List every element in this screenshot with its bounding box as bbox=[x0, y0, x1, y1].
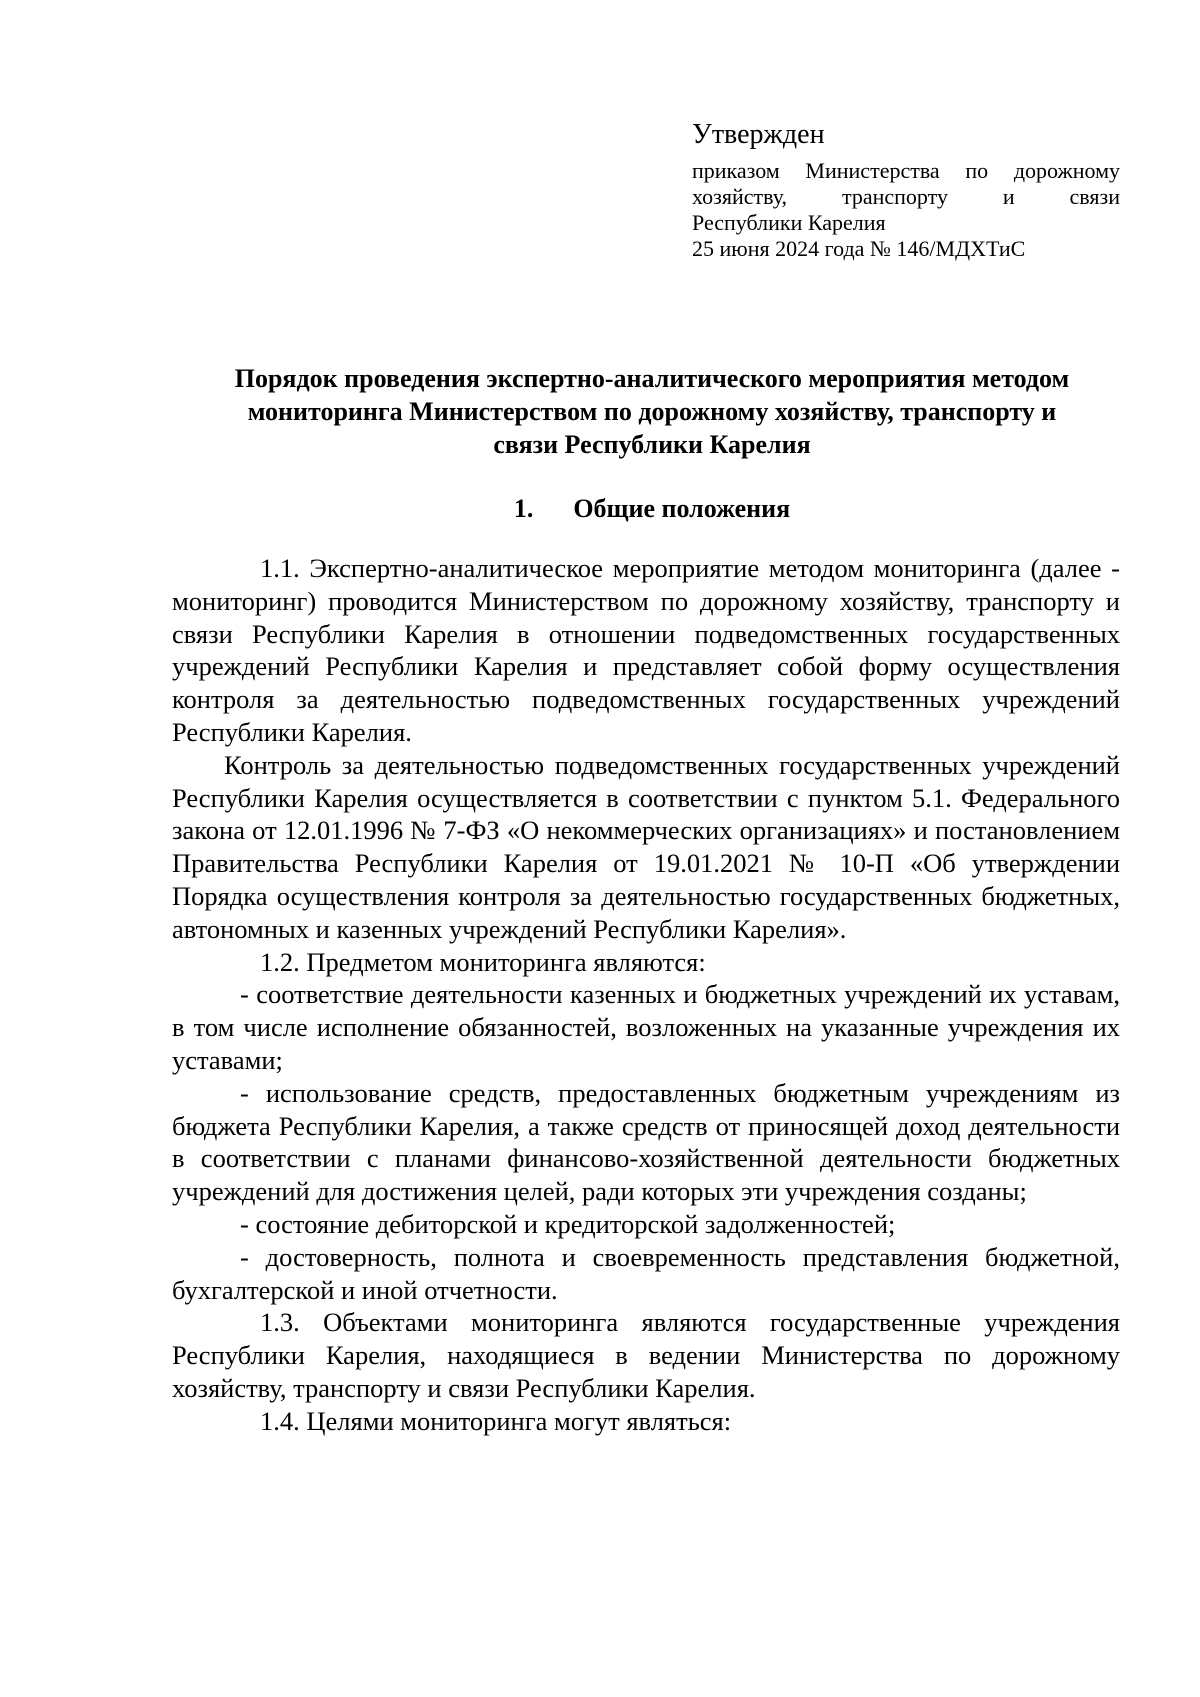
list-item: - состояние дебиторской и кредиторской задолженностей; bbox=[240, 1208, 896, 1239]
paragraph-1-1-control: Контроль за деятельностью подведомственных государственных учреждений Республики Карелия осуществляется в соответствии с пунктом 5.1. Федерального закона от 12.01.1996 № 7-ФЗ «О некоммерческих организациях» и постановлением Правительства Республики Карелия от 19.01.2021 № 10-П «Об утверждении Порядка осуществления контроля за деятельностью государственных бюджетных, автономных и казенных учреждений Республики Карелия». bbox=[172, 749, 1120, 944]
title-line: связи Республики Карелия bbox=[493, 430, 811, 459]
approval-heading: Утвержден bbox=[692, 119, 825, 150]
approval-line: хозяйству, транспорту и связи bbox=[692, 184, 1120, 209]
section-heading bbox=[172, 492, 1132, 525]
approval-date-number: 25 июня 2024 года № 146/МДХТиС bbox=[692, 236, 1026, 261]
document-title bbox=[172, 362, 1132, 461]
document-body bbox=[172, 552, 1120, 1438]
approval-line: Республики Карелия bbox=[692, 210, 886, 235]
approval-line: приказом Министерства по дорожному bbox=[692, 158, 1120, 183]
paragraph-1-2: 1.2. Предметом мониторинга являются: bbox=[260, 946, 706, 977]
section-title: Общие положения bbox=[573, 494, 791, 523]
approval-block bbox=[692, 118, 1120, 262]
list-item: - достоверность, полнота и своевременность представления бюджетной, бухгалтерской и иной отчетности. bbox=[172, 1241, 1120, 1305]
paragraph-1-4: 1.4. Целями мониторинга могут являться: bbox=[260, 1405, 732, 1436]
list-item: - использование средств, предоставленных бюджетным учреждениям из бюджета Республики Карелия, а также средств от приносящей доход деятельности в соответствии с планами финансово-хозяйственной деятельности бюджетных учреждений для достижения целей, ради которых эти учреждения созданы; bbox=[172, 1077, 1120, 1207]
list-item: - соответствие деятельности казенных и бюджетных учреждений их уставам, в том числе исполнение обязанностей, возложенных на указанные учреждения их уставами; bbox=[172, 979, 1120, 1075]
paragraph-1-3: 1.3. Объектами мониторинга являются государственные учреждения Республики Карелия, находящиеся в ведении Министерства по дорожному хозяйству, транспорту и связи Республики Карелия. bbox=[172, 1307, 1120, 1403]
title-line: Порядок проведения экспертно-аналитического мероприятия методом bbox=[234, 364, 1070, 393]
section-number: 1. bbox=[513, 494, 534, 523]
paragraph-1-1: 1.1. Экспертно-аналитическое мероприятие методом мониторинга (далее - мониторинг) проводится Министерством по дорожному хозяйству, транспорту и связи Республики Карелия в отношении подведомственных государственных учреждений Республики Карелия и представляет собой форму осуществления контроля за деятельностью подведомственных государственных учреждений Республики Карелия. bbox=[172, 553, 1120, 747]
title-line: мониторинга Министерством по дорожному хозяйству, транспорту и bbox=[247, 397, 1057, 426]
